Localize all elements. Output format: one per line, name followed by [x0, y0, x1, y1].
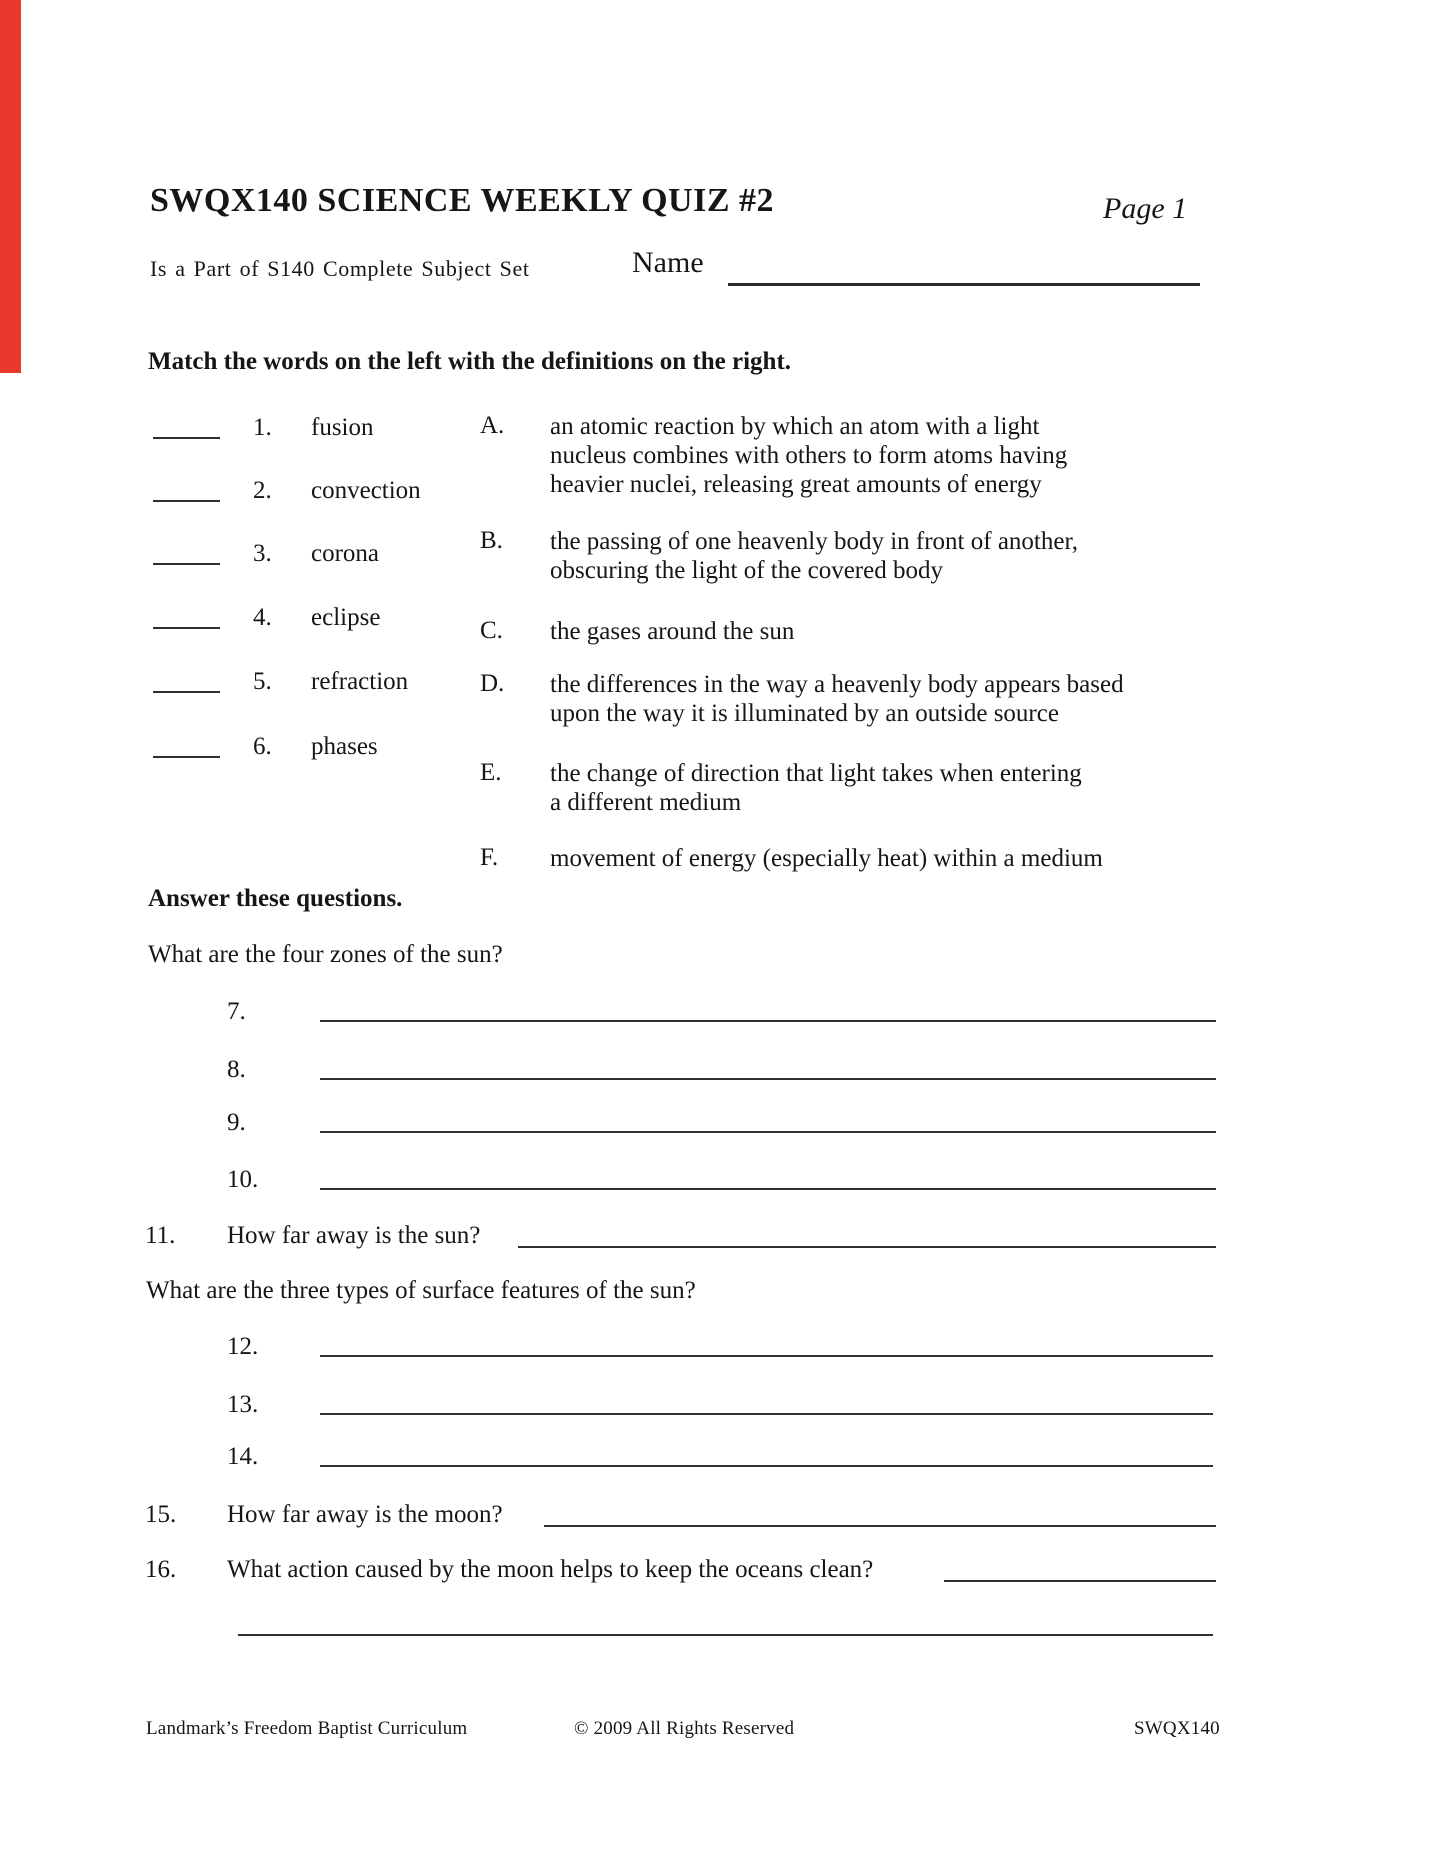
subtitle: Is a Part of S140 Complete Subject Set — [150, 256, 530, 281]
q8-answer-line — [320, 1078, 1216, 1080]
q15-number: 15. — [145, 1501, 177, 1528]
questions-heading: Answer these questions. — [148, 885, 403, 912]
answer-blank-1 — [153, 419, 220, 439]
name-answer-line — [728, 283, 1200, 286]
q16-answer-line — [944, 1580, 1216, 1582]
matching-term-row-3 — [153, 540, 483, 570]
definition-letter: F. — [480, 844, 499, 871]
q10-answer-line — [320, 1188, 1216, 1190]
q15-text: How far away is the moon? — [227, 1501, 503, 1528]
answer-blank-5 — [153, 673, 220, 693]
surface-features-prompt: What are the three types of surface features of the sun? — [146, 1277, 696, 1304]
q12-number: 12. — [227, 1333, 259, 1360]
q14-number: 14. — [227, 1443, 259, 1470]
q10-number: 10. — [227, 1166, 259, 1193]
term-word: refraction — [311, 668, 409, 695]
definition-letter: E. — [480, 759, 502, 786]
definition-text: the passing of one heavenly body in front of another, obscuring the light of the covered body — [550, 528, 1079, 584]
matching-instruction: Match the words on the left with the definitions on the right. — [148, 348, 792, 375]
q11-answer-line — [518, 1246, 1216, 1248]
name-label: Name — [632, 246, 704, 279]
q7-answer-line — [320, 1020, 1216, 1022]
answer-blank-3 — [153, 545, 220, 565]
term-number: 4. — [253, 604, 272, 631]
answer-blank-2 — [153, 482, 220, 502]
definition-c — [480, 617, 1220, 647]
definition-text: an atomic reaction by which an atom with a light nucleus combines with others to form atoms having heavier nuclei, releasing great amounts of energy — [550, 413, 1068, 498]
footer-copyright: © 2009 All Rights Reserved — [574, 1718, 795, 1739]
matching-term-row-5 — [153, 668, 483, 698]
term-word: fusion — [311, 414, 374, 441]
term-number: 5. — [253, 668, 272, 695]
q7-number: 7. — [227, 998, 246, 1025]
q8-number: 8. — [227, 1056, 246, 1083]
definition-letter: C. — [480, 617, 503, 644]
page-number-label: Page 1 — [1103, 192, 1188, 225]
definition-f — [480, 844, 1220, 874]
q16-answer-line-continued — [238, 1634, 1213, 1636]
matching-term-row-2 — [153, 477, 483, 507]
definition-b — [480, 527, 1220, 587]
q11-number: 11. — [145, 1222, 176, 1249]
answer-blank-4 — [153, 609, 220, 629]
definition-text: the differences in the way a heavenly body appears based upon the way it is illuminated by an outside source — [550, 671, 1124, 727]
term-word: convection — [311, 477, 421, 504]
matching-term-row-4 — [153, 604, 483, 634]
matching-term-row-6 — [153, 733, 483, 763]
matching-term-row-1 — [153, 414, 483, 444]
footer-product-code: SWQX140 — [1134, 1718, 1220, 1739]
definition-text: movement of energy (especially heat) within a medium — [550, 845, 1103, 872]
definition-text: the change of direction that light takes when entering a different medium — [550, 760, 1082, 816]
q9-number: 9. — [227, 1109, 246, 1136]
term-word: phases — [311, 733, 378, 760]
q13-number: 13. — [227, 1391, 259, 1418]
term-word: corona — [311, 540, 380, 567]
term-number: 2. — [253, 477, 272, 504]
four-zones-prompt: What are the four zones of the sun? — [148, 941, 503, 968]
q15-answer-line — [544, 1525, 1216, 1527]
definition-letter: D. — [480, 670, 505, 697]
q16-number: 16. — [145, 1556, 177, 1583]
definition-a — [480, 412, 1220, 502]
q13-answer-line — [320, 1413, 1213, 1415]
term-number: 1. — [253, 414, 272, 441]
definition-letter: A. — [480, 412, 505, 439]
page-title: SWQX140 SCIENCE WEEKLY QUIZ #2 — [150, 182, 775, 219]
footer-publisher: Landmark’s Freedom Baptist Curriculum — [146, 1718, 468, 1739]
definition-e — [480, 759, 1220, 819]
answer-blank-6 — [153, 738, 220, 758]
q12-answer-line — [320, 1355, 1213, 1357]
q14-answer-line — [320, 1465, 1213, 1467]
q16-text: What action caused by the moon helps to keep the oceans clean? — [227, 1556, 874, 1583]
definition-d — [480, 670, 1220, 730]
q9-answer-line — [320, 1131, 1216, 1133]
term-number: 6. — [253, 733, 272, 760]
term-number: 3. — [253, 540, 272, 567]
definition-text: the gases around the sun — [550, 618, 795, 645]
definition-letter: B. — [480, 527, 503, 554]
term-word: eclipse — [311, 604, 381, 631]
scan-artifact-strip — [0, 0, 21, 373]
q11-text: How far away is the sun? — [227, 1222, 481, 1249]
